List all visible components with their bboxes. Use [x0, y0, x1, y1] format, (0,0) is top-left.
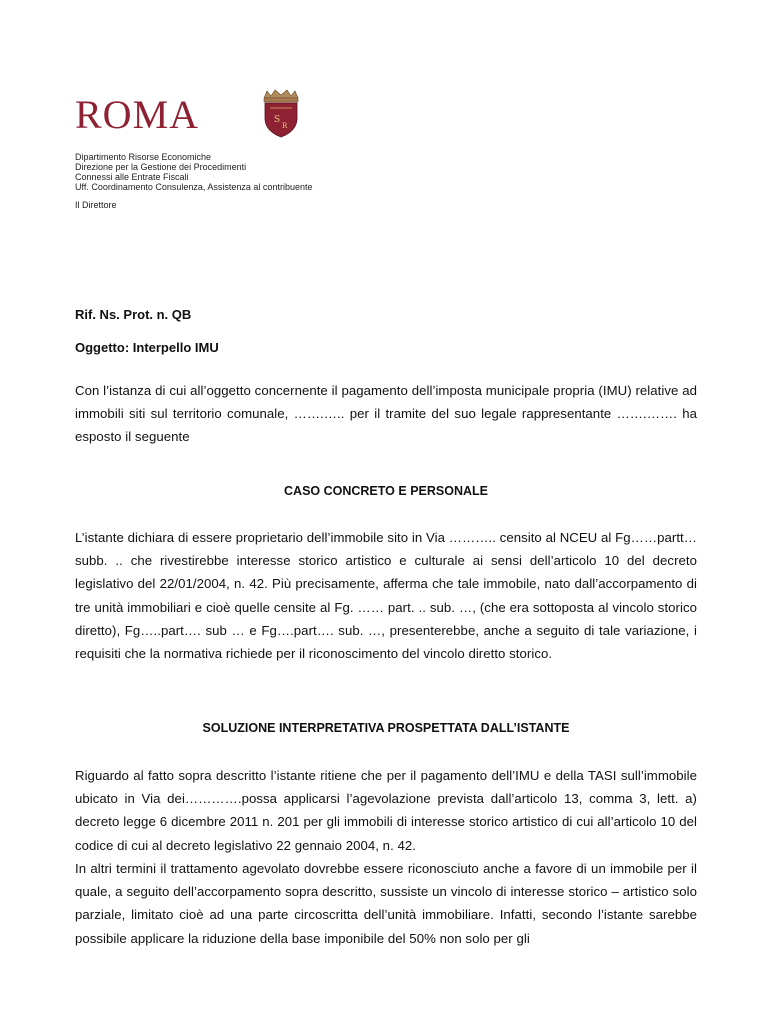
roma-logo: ROMA [75, 92, 200, 137]
department-line: Direzione per la Gestione dei Procedimenti [75, 162, 247, 172]
caso-concreto-paragraph: L’istante dichiara di essere proprietario dell’immobile sito in Via ……….. censito al NCEU al Fg……partt… subb. .. che rivestirebbe interesse storico artistico e culturale ai sensi dell’articolo 10 del decreto legislativo del 22/01/2004, n. 42. Più precisamente, afferma che tale immobile, nato dall’accorpamento di tre unità immobiliari e cioè quelle censite al Fg. …… part. .. sub. …, (che era sottoposta al vincolo storico diretto), Fg…..part…. sub … e Fg….part…. sub. …, presenterebbe, anche a seguito di tale variazione, i requisiti che la normativa richiede per il riconoscimento del vincolo diretto storico. [75, 530, 697, 662]
section-title-soluzione: SOLUZIONE INTERPRETATIVA PROSPETTATA DALL’ISTANTE [202, 721, 570, 735]
subject-line: Oggetto: Interpello IMU [75, 340, 219, 355]
reference-line: Rif. Ns. Prot. n. QB [75, 307, 192, 322]
soluzione-paragraph: Riguardo al fatto sopra descritto l’istante ritiene che per il pagamento dell’IMU e della TASI sull’immobile ubicato in Via dei………….possa applicarsi l’agevolazione prevista dall’articolo 13, comma 3, lett. a) decreto legge 6 dicembre 2011 n. 201 per gli immobili di interesse storico artistico di cui all’articolo 10 del codice di cui al decreto legislativo 22 gennaio 2004, n. 42. [75, 768, 697, 853]
department-block [75, 152, 312, 192]
department-line: Dipartimento Risorse Economiche [75, 152, 212, 162]
intro-paragraph: Con l’istanza di cui all’oggetto concernente il pagamento dell’imposta municipale propria (IMU) relative ad immobili siti sul territorio comunale, …….….. per il tramite del suo legale rappresentante …….……. ha esposto il seguente [75, 383, 697, 445]
director-label: Il Direttore [75, 200, 117, 210]
department-line: Uff. Coordinamento Consulenza, Assistenza al contribuente [75, 182, 313, 192]
soluzione-paragraph-continued: In altri termini il trattamento agevolato dovrebbe essere riconosciuto anche a favore di un immobile per il quale, a seguito dell’accorpamento sopra descritto, sussiste un vincolo di interesse storico – artistico solo parziale, limitato cioè ad una parte circoscritta dell’unità immobiliare. Infatti, secondo l’istante sarebbe possibile applicare la riduzione della base imponibile del 50% non solo per gli [75, 861, 697, 946]
section-title-caso-concreto: CASO CONCRETO E PERSONALE [284, 484, 488, 498]
svg-text:R: R [282, 122, 288, 130]
svg-text:S: S [274, 115, 281, 125]
department-line: Connessi alle Entrate Fiscali [75, 172, 189, 182]
rome-coat-of-arms-icon [258, 88, 304, 138]
